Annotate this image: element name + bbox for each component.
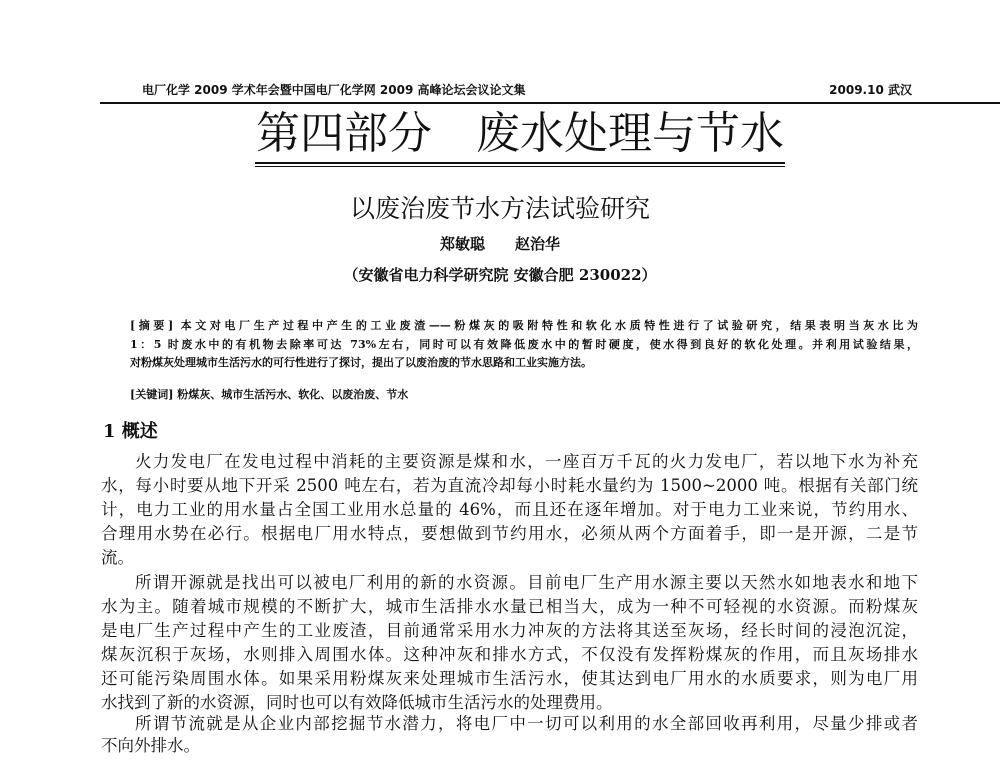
running-header xyxy=(142,82,912,98)
body-line: 煤灰沉积于灰场，水则排入周围水体。这种冲灰和排水方式，不仅没有发挥粉煤灰的作用，而且灰场排水 xyxy=(101,645,918,664)
abstract-line: 对粉煤灰处理城市生活污水的可行性进行了探讨，提出了以废治废的节水思路和工业实施方法。 xyxy=(130,356,592,369)
body-line: 合理用水势在必行。根据电厂用水特点，要想做到节约用水，必须从两个方面着手，即一是开源，二是节 xyxy=(101,524,918,543)
body-line: 不向外排水。 xyxy=(101,736,200,755)
body-line: 所谓节流就是从企业内部挖掘节水潜力，将电厂中一切可以利用的水全部回收再利用，尽量少排或者 xyxy=(135,714,918,733)
body-line: 计，电力工业的用水量占全国工业用水总量的 46%，而且还在逐年增加。对于电力工业来说，节约用水、 xyxy=(101,500,918,519)
date-location: 2009.10 武汉 xyxy=(829,83,912,97)
body-line: 还可能污染周围水体。如果采用粉煤灰来处理城市生活污水，使其达到电厂用水的水质要求，则为电厂用 xyxy=(101,669,918,688)
body-line: 所谓开源就是找出可以被电厂利用的新的水资源。目前电厂生产用水源主要以天然水如地表水和地下 xyxy=(135,573,918,592)
authors: 郑敏聪 赵治华 xyxy=(439,235,560,253)
proceedings-title: 电厂化学 2009 学术年会暨中国电厂化学网 2009 高峰论坛会议论文集 xyxy=(142,83,526,97)
body-line: 水为主。随着城市规模的不断扩大，城市生活排水水量已相当大，成为一种不可轻视的水资源。而粉煤灰 xyxy=(101,597,918,616)
body-line: 水，每小时要从地下开采 2500 吨左右，若为直流冷却每小时耗水量约为 1500~2000 吨。根据有关部门统 xyxy=(101,476,918,495)
paper-title: 以废治废节水方法试验研究 xyxy=(349,194,650,223)
body-line: 火力发电厂在发电过程中消耗的主要资源是煤和水，一座百万千瓦的火力发电厂，若以地下水为补充 xyxy=(135,452,918,471)
part-title: 第四部分 废水处理与节水 xyxy=(256,108,784,159)
keywords: [关键词] 粉煤灰、城市生活污水、软化、以废治废、节水 xyxy=(130,388,409,401)
header-rule xyxy=(100,102,1000,104)
part-title-underline xyxy=(255,162,785,164)
body-line: 流。 xyxy=(101,548,134,567)
part-title-underline xyxy=(255,166,785,167)
abstract-line: [摘要] 本文对电厂生产过程中产生的工业废渣——粉煤灰的吸附特性和软化水质特性进行了试验研究，结果表明当灰水比为 xyxy=(130,319,918,332)
affiliation: （安徽省电力科学研究院 安徽合肥 230022） xyxy=(343,266,657,284)
body-line: 是电厂生产过程中产生的工业废渣，目前通常采用水力冲灰的方法将其送至灰场，经长时间的浸泡沉淀， xyxy=(101,621,918,640)
abstract-line: 1：5 时废水中的有机物去除率可达 73%左右，同时可以有效降低废水中的暂时硬度，使水得到良好的软化处理。并利用试验结果， xyxy=(130,338,918,351)
section-heading: 1 概述 xyxy=(103,421,158,442)
body-line: 水找到了新的水资源，同时也可以有效降低城市生活污水的处理费用。 xyxy=(101,693,613,712)
